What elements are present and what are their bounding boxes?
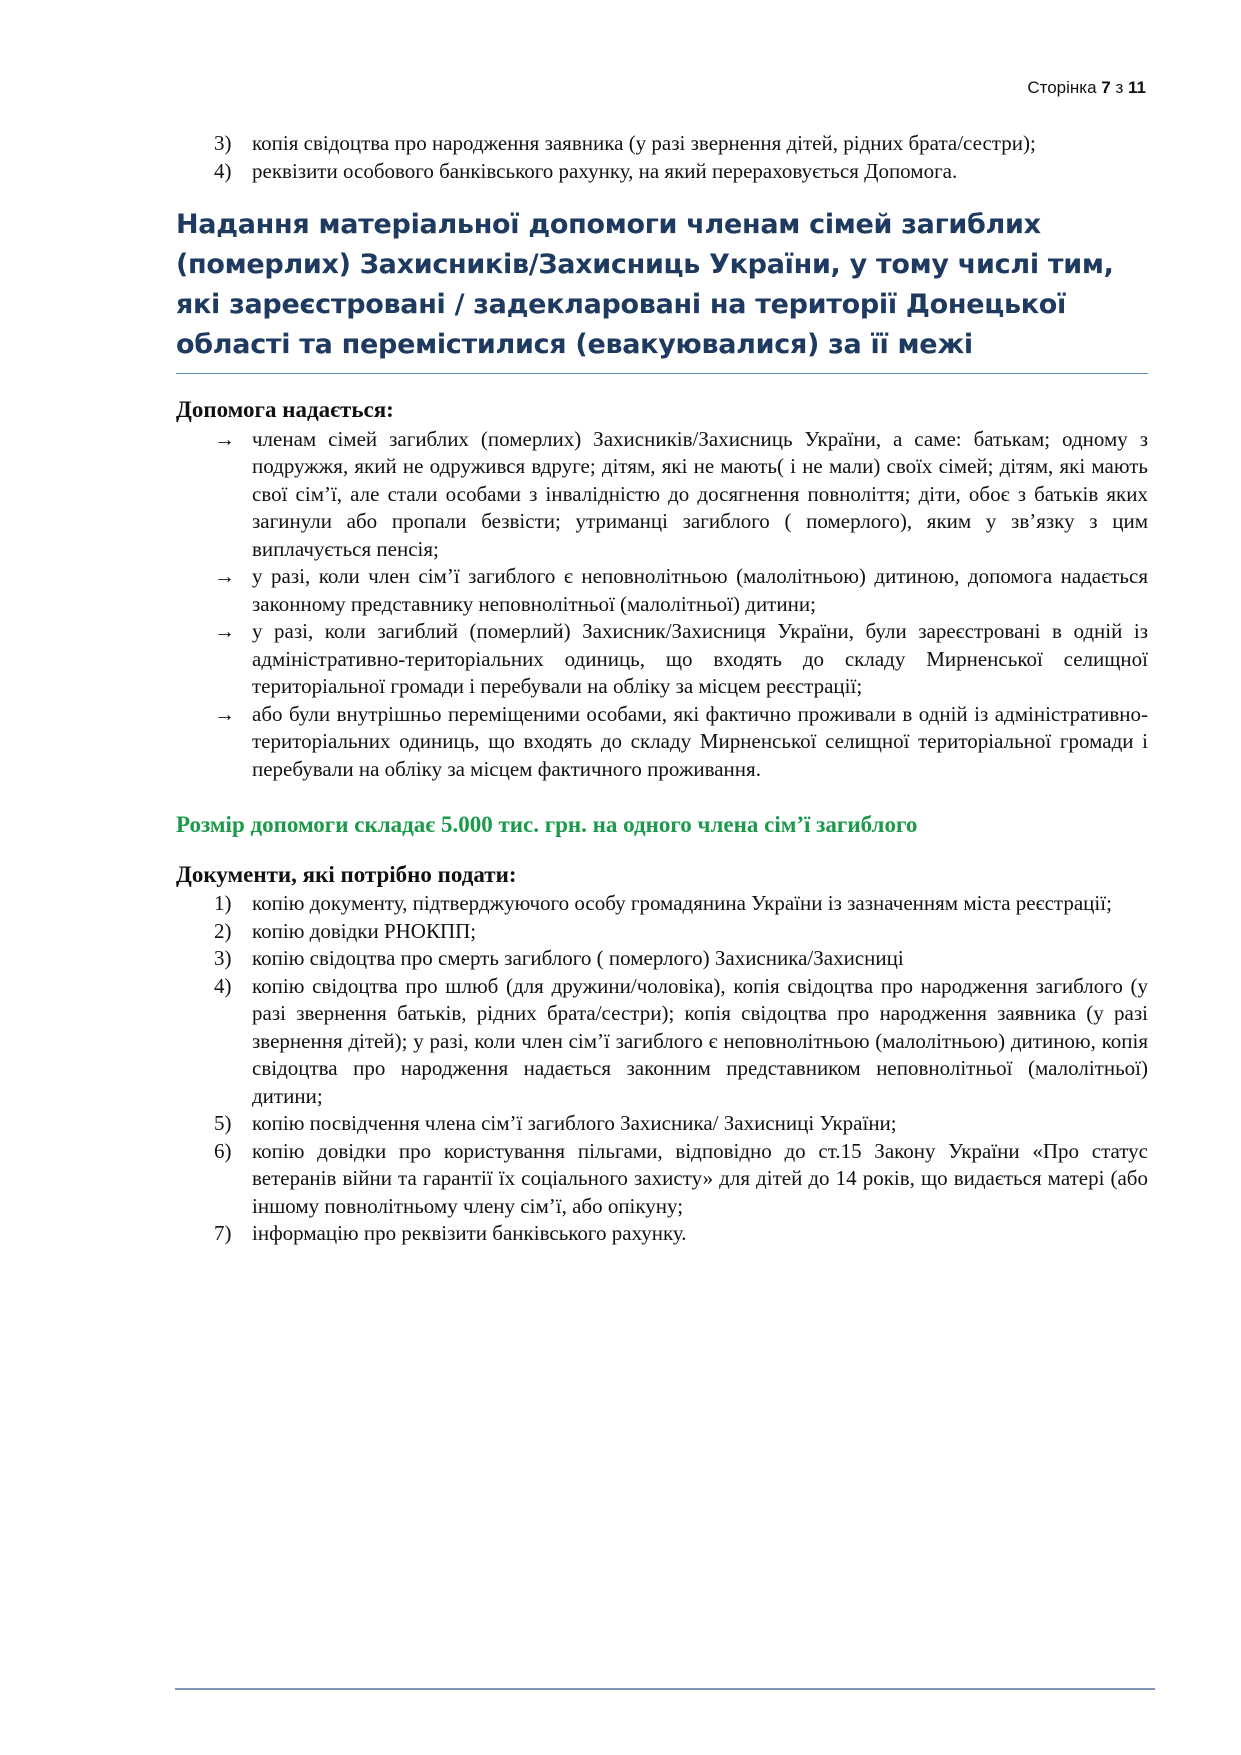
page-separator: з [1115, 78, 1124, 97]
page-number [1027, 78, 1146, 98]
item-number: 4) [214, 158, 232, 183]
item-text: у разі, коли загиблий (померлий) Захисник/Захисниця України, були зареєстровані в одній із адміністративно-територіальних одиниць, що входять до складу Мирненської селищної територіальної громади і перебували на обліку за місцем реєстрації; [252, 619, 1148, 699]
page-prefix: Сторінка [1027, 78, 1097, 97]
item-number: 2) [214, 918, 232, 943]
item-number: 1) [214, 891, 232, 916]
page-current: 7 [1101, 78, 1111, 97]
item-text: у разі, коли член сім’ї загиблого є неповнолітньою (малолітньою) дитиною, допомога надається законному представнику неповнолітньої (малолітньої) дитини; [252, 564, 1148, 616]
list-item [176, 890, 1148, 918]
list-item [176, 973, 1148, 1111]
item-number: 4) [214, 973, 232, 998]
item-number: 3) [214, 131, 232, 155]
list-item [176, 1220, 1148, 1248]
arrow-right-icon: → [214, 701, 235, 726]
arrow-right-icon: → [214, 426, 235, 451]
help-list [176, 426, 1148, 784]
documents-heading: Документи, які потрібно подати: [176, 861, 517, 887]
item-text: копію свідоцтва про шлюб (для дружини/чоловіка), копія свідоцтва про народження загиблого (у разі звернення батьків, рідних брата/сестри); копія свідоцтва про народження заявника (у разі звернення дітей); у разі, коли член сім’ї загиблого є неповнолітньою (малолітньою) дитиною, копія свідоцтва про народження надається законним представником неповнолітньої (малолітньої) дитини; [252, 973, 1148, 1108]
list-item [176, 158, 1148, 186]
item-text: копію довідки про користування пільгами, відповідно до ст.15 Закону України «Про статус ветеранів війни та гарантії їх соціального захисту» для дітей до 14 років, що видається матері (або іншому повнолітньому члену сім’ї, або опікуну; [252, 1138, 1148, 1218]
item-text: копію довідки РНОКПП; [252, 918, 477, 943]
aid-amount: Розмір допомоги складає 5.000 тис. грн. на одного члена сім’ї загиблого [176, 812, 918, 838]
section-title: Надання матеріальної допомоги членам сімей загиблих (померлих) Захисників/Захисниць України, у тому числі тим, які зареєстровані / задекларовані на території Донецької області та перемістилися (евакуювалися) за її межі [176, 205, 1148, 374]
page-total: 11 [1128, 78, 1146, 97]
item-text: членам сімей загиблих (померлих) Захисників/Захисниць України, а саме: батькам; одному з подружжя, який не одружився вдруге; дітям, які не мають( і не мали) своїх сімей; дітям, які мають свої сім’ї, але стали особами з інвалідністю до досягнення повноліття; діти, обоє з батьків яких загинули або пропали безвісти; утриманці загиблого ( померлого), яким у зв’язку з цим виплачується пенсія; [252, 426, 1148, 561]
list-item [176, 1138, 1148, 1221]
list-item [176, 918, 1148, 946]
item-number: 6) [214, 1138, 232, 1163]
arrow-right-icon: → [214, 564, 235, 589]
item-number: 5) [214, 1111, 232, 1136]
item-text: копію документу, підтверджуючого особу громадянина України із зазначенням міста реєстрації; [252, 891, 1112, 916]
item-number: 3) [214, 946, 232, 971]
item-text: або були внутрішньо переміщеними особами, які фактично проживали в одній із адміністративно-територіальних одиниць, що входять до складу Мирненської селищної територіальної громади і перебували на обліку за місцем фактичного проживання. [252, 701, 1148, 781]
item-text: копія свідоцтва про народження заявника (у разі звернення дітей, рідних брата/сестри); [252, 131, 1036, 155]
list-item [176, 1110, 1148, 1138]
item-number: 7) [214, 1221, 232, 1246]
footer-divider [175, 1688, 1155, 1690]
arrow-right-icon: → [214, 619, 235, 644]
help-heading: Допомога надається: [176, 397, 394, 423]
previous-documents-list [176, 130, 1148, 185]
list-item [176, 618, 1148, 701]
list-item [176, 426, 1148, 564]
item-text: інформацію про реквізити банківського рахунку. [252, 1221, 687, 1246]
list-item [176, 130, 1148, 158]
item-text: копію посвідчення члена сім’ї загиблого Захисника/ Захисниці України; [252, 1111, 897, 1136]
item-text: копію свідоцтва про смерть загиблого ( померлого) Захисника/Захисниці [252, 946, 904, 971]
document-body [176, 130, 1148, 1248]
item-text: реквізити особового банківського рахунку, на який перераховується Допомога. [252, 158, 958, 183]
list-item [176, 701, 1148, 784]
documents-list [176, 890, 1148, 1248]
list-item [176, 945, 1148, 973]
list-item [176, 563, 1148, 618]
